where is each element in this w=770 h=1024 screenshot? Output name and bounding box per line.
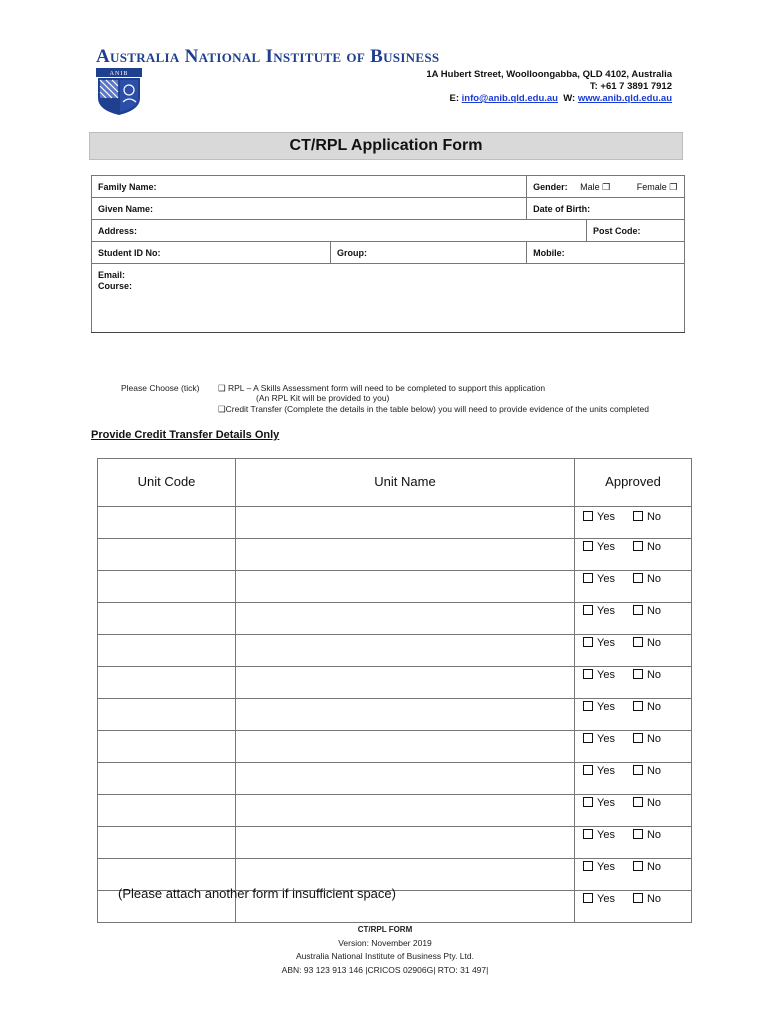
no-label: No [646, 733, 662, 745]
no-label: No [646, 861, 662, 873]
address-field[interactable]: Address: [92, 220, 587, 242]
checkbox-icon [583, 541, 593, 551]
approved-cell [575, 795, 692, 827]
approved-choice [583, 829, 691, 841]
checkbox-icon [583, 511, 593, 521]
no-checkbox[interactable] [633, 829, 661, 841]
yes-label: Yes [597, 573, 615, 585]
no-checkbox[interactable] [633, 637, 661, 649]
unit-code-cell[interactable] [98, 699, 236, 731]
unit-row [98, 699, 692, 731]
web-link[interactable]: www.anib.qld.edu.au [577, 93, 672, 104]
yes-label: Yes [597, 797, 615, 809]
checkbox-icon [633, 861, 643, 871]
unit-code-cell[interactable] [98, 731, 236, 763]
approved-choice [583, 605, 691, 617]
unit-row [98, 667, 692, 699]
checkbox-icon [633, 765, 643, 775]
no-checkbox[interactable] [633, 605, 661, 617]
yes-checkbox[interactable] [583, 701, 615, 713]
unit-name-cell[interactable] [236, 571, 575, 603]
no-label: No [646, 765, 662, 777]
unit-name-cell[interactable] [236, 507, 575, 539]
approved-choice [583, 893, 691, 905]
checkbox-icon [583, 605, 593, 615]
yes-checkbox[interactable] [583, 765, 615, 777]
yes-label: Yes [597, 511, 615, 523]
contact-line [450, 93, 673, 104]
approved-cell [575, 891, 692, 923]
checkbox-icon [583, 669, 593, 679]
yes-checkbox[interactable] [583, 637, 615, 649]
col-unit-code: Unit Code [98, 459, 236, 507]
checkbox-icon [633, 605, 643, 615]
choose-label: Please Choose (tick) [121, 383, 200, 393]
col-approved: Approved [575, 459, 692, 507]
checkbox-icon [633, 797, 643, 807]
yes-checkbox[interactable] [583, 829, 615, 841]
email-label: E: [449, 93, 459, 104]
approved-choice [583, 797, 691, 809]
no-label: No [646, 541, 662, 553]
attach-note: (Please attach another form if insufficient space) [118, 886, 396, 901]
no-checkbox[interactable] [633, 893, 661, 905]
unit-row [98, 763, 692, 795]
checkbox-icon [633, 893, 643, 903]
no-label: No [646, 829, 662, 841]
approved-choice [583, 765, 691, 777]
col-unit-name: Unit Name [236, 459, 575, 507]
email-course-field[interactable] [92, 264, 685, 333]
email-label: Email: [98, 270, 126, 280]
yes-label: Yes [597, 605, 615, 617]
unit-row [98, 539, 692, 571]
unit-row [98, 827, 692, 859]
unit-code-cell[interactable] [98, 571, 236, 603]
no-label: No [646, 605, 662, 617]
anib-logo [96, 68, 142, 116]
checkbox-icon [633, 669, 643, 679]
checkbox-icon [583, 733, 593, 743]
female-option[interactable]: Female ❐ [636, 182, 678, 192]
checkbox-icon [583, 829, 593, 839]
yes-checkbox[interactable] [583, 669, 615, 681]
approved-choice [583, 733, 691, 745]
rpl-note: (An RPL Kit will be provided to you) [256, 393, 390, 403]
unit-name-cell[interactable] [236, 539, 575, 571]
approved-cell [575, 731, 692, 763]
unit-table [97, 458, 692, 923]
no-checkbox[interactable] [633, 797, 661, 809]
address-line: 1A Hubert Street, Woolloongabba, QLD 4102, Australia [426, 69, 672, 80]
unit-row [98, 635, 692, 667]
unit-row [98, 507, 692, 539]
male-option[interactable]: Male ❐ [580, 182, 611, 192]
post-code-field[interactable]: Post Code: [587, 220, 685, 242]
phone-line: T: +61 7 3891 7912 [589, 81, 672, 92]
yes-checkbox[interactable] [583, 573, 615, 585]
svg-text:ANIB: ANIB [109, 71, 129, 77]
checkbox-icon [633, 511, 643, 521]
checkbox-icon [583, 637, 593, 647]
approved-cell [575, 827, 692, 859]
no-checkbox[interactable] [633, 511, 661, 523]
yes-checkbox[interactable] [583, 893, 615, 905]
yes-checkbox[interactable] [583, 511, 615, 523]
unit-name-cell[interactable] [236, 827, 575, 859]
yes-checkbox[interactable] [583, 733, 615, 745]
personal-details-table [91, 175, 685, 333]
checkbox-icon [583, 701, 593, 711]
approved-cell [575, 507, 692, 539]
approved-cell [575, 763, 692, 795]
yes-label: Yes [597, 669, 615, 681]
approved-choice [583, 861, 691, 873]
given-name-field[interactable]: Given Name: [92, 198, 527, 220]
unit-code-cell[interactable] [98, 763, 236, 795]
footer-abn: ABN: 93 123 913 146 |CRICOS 02906G| RTO: 31 497| [281, 965, 489, 975]
no-label: No [646, 637, 662, 649]
approved-cell [575, 699, 692, 731]
footer-form: CT/RPL FORM [357, 925, 413, 934]
unit-code-cell[interactable] [98, 635, 236, 667]
unit-name-cell[interactable] [236, 699, 575, 731]
footer-version: Version: November 2019 [338, 938, 432, 948]
unit-name-cell[interactable] [236, 667, 575, 699]
no-label: No [646, 511, 662, 523]
unit-code-cell[interactable] [98, 507, 236, 539]
dob-field[interactable]: Date of Birth: [527, 198, 685, 220]
no-checkbox[interactable] [633, 669, 661, 681]
no-label: No [646, 893, 662, 905]
rpl-option[interactable]: ❑ RPL – A Skills Assessment form will need to be completed to support this application [218, 383, 546, 393]
yes-checkbox[interactable] [583, 541, 615, 553]
yes-label: Yes [597, 861, 615, 873]
unit-code-cell[interactable] [98, 539, 236, 571]
unit-name-cell[interactable] [236, 763, 575, 795]
unit-code-cell[interactable] [98, 795, 236, 827]
unit-name-cell[interactable] [236, 731, 575, 763]
no-checkbox[interactable] [633, 701, 661, 713]
approved-cell [575, 539, 692, 571]
gender-field[interactable]: Gender: Male ❐ Female ❐ [527, 176, 685, 198]
yes-label: Yes [597, 541, 615, 553]
institute-name: Australia National Institute of Business [96, 46, 440, 67]
approved-cell [575, 635, 692, 667]
unit-row [98, 603, 692, 635]
yes-label: Yes [597, 701, 615, 713]
student-id-field[interactable]: Student ID No: [92, 242, 331, 264]
approved-cell [575, 859, 692, 891]
yes-label: Yes [597, 637, 615, 649]
no-checkbox[interactable] [633, 573, 661, 585]
checkbox-icon [633, 733, 643, 743]
checkbox-icon [583, 893, 593, 903]
family-name-field[interactable]: Family Name: [92, 176, 527, 198]
checkbox-icon [583, 797, 593, 807]
yes-label: Yes [597, 829, 615, 841]
unit-name-cell[interactable] [236, 603, 575, 635]
yes-checkbox[interactable] [583, 861, 615, 873]
approved-cell [575, 667, 692, 699]
no-checkbox[interactable] [633, 733, 661, 745]
approved-choice [583, 541, 691, 553]
yes-checkbox[interactable] [583, 797, 615, 809]
checkbox-icon [633, 701, 643, 711]
approved-choice [583, 637, 691, 649]
checkbox-icon [633, 541, 643, 551]
no-label: No [646, 797, 662, 809]
approved-choice [583, 573, 691, 585]
checkbox-icon [633, 829, 643, 839]
course-label: Course: [98, 281, 133, 291]
footer-company: Australia National Institute of Business Pty. Ltd. [296, 951, 474, 961]
mobile-field[interactable]: Mobile: [527, 242, 685, 264]
checkbox-icon [633, 573, 643, 583]
checkbox-icon [583, 861, 593, 871]
form-title: CT/RPL Application Form [89, 132, 683, 160]
yes-label: Yes [597, 765, 615, 777]
email-link[interactable]: info@anib.qld.edu.au [461, 93, 558, 104]
credit-transfer-heading: Provide Credit Transfer Details Only [91, 429, 280, 441]
unit-name-cell[interactable] [236, 795, 575, 827]
yes-checkbox[interactable] [583, 605, 615, 617]
unit-row [98, 795, 692, 827]
approved-cell [575, 603, 692, 635]
approved-cell [575, 571, 692, 603]
credit-transfer-option[interactable]: ❑Credit Transfer (Complete the details in the table below) you will need to provide evidence of the units completed [218, 404, 649, 414]
unit-code-cell[interactable] [98, 603, 236, 635]
no-label: No [646, 573, 662, 585]
unit-name-cell[interactable] [236, 635, 575, 667]
unit-table-header [98, 459, 692, 507]
no-checkbox[interactable] [633, 861, 661, 873]
checkbox-icon [583, 765, 593, 775]
yes-label: Yes [597, 733, 615, 745]
no-label: No [646, 669, 662, 681]
approved-choice [583, 511, 691, 523]
web-label: W: [563, 93, 576, 104]
no-label: No [646, 701, 662, 713]
no-checkbox[interactable] [633, 541, 661, 553]
approved-choice [583, 669, 691, 681]
unit-row [98, 571, 692, 603]
checkbox-icon [633, 637, 643, 647]
group-field[interactable]: Group: [331, 242, 527, 264]
unit-code-cell[interactable] [98, 827, 236, 859]
unit-row [98, 731, 692, 763]
unit-code-cell[interactable] [98, 667, 236, 699]
checkbox-icon [583, 573, 593, 583]
yes-label: Yes [597, 893, 615, 905]
approved-choice [583, 701, 691, 713]
no-checkbox[interactable] [633, 765, 661, 777]
